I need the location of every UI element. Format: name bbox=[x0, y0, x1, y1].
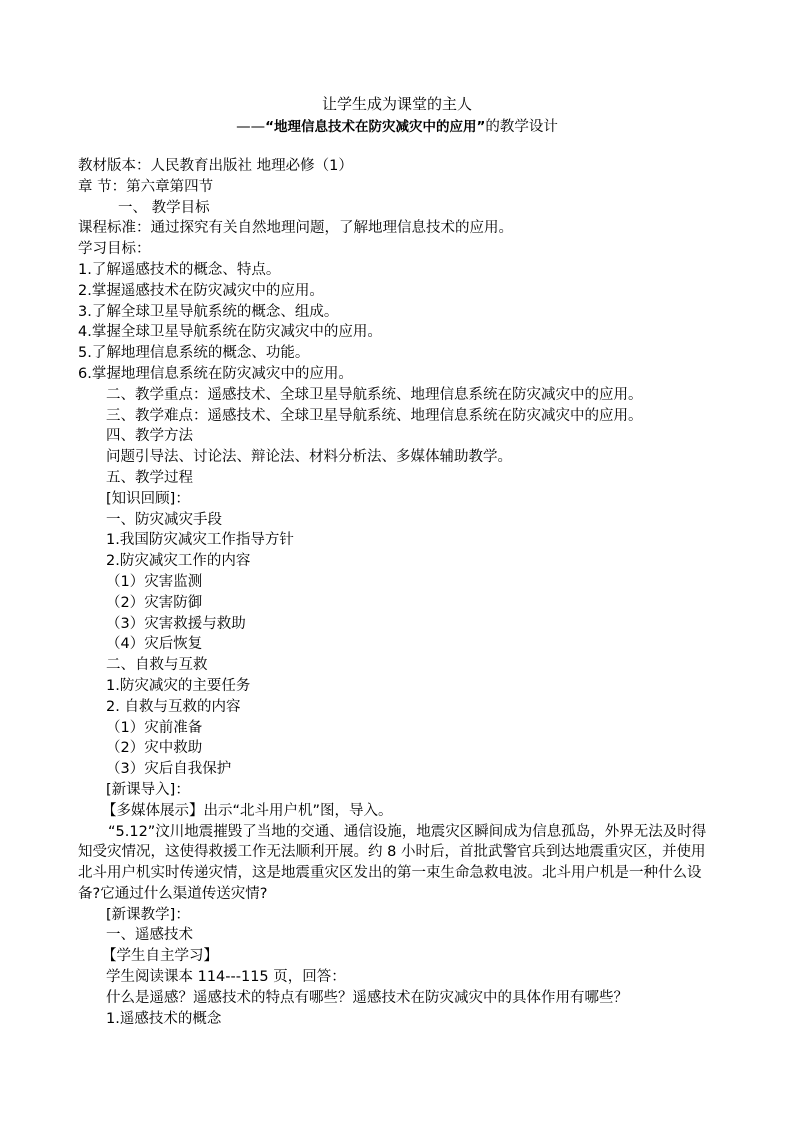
document-title: 让学生成为课堂的主人 bbox=[321, 95, 472, 113]
text-line: 1.防灾减灾的主要任务 bbox=[106, 677, 251, 694]
text-line: 1.了解遥感技术的概念、特点。 bbox=[78, 261, 281, 278]
text-line: 学习目标： bbox=[78, 241, 151, 258]
text-line: [知识回顾]： bbox=[106, 490, 190, 507]
document-body bbox=[78, 156, 738, 1029]
text-line: 教材版本：人民教育出版社 地理必修（1） bbox=[78, 158, 353, 174]
text-line: 章 节：第六章第四节 bbox=[78, 178, 214, 195]
text-line: 一、遥感技术 bbox=[106, 927, 193, 944]
text-line: 什么是遥感？遥感技术的特点有哪些？遥感技术在防灾减灾中的具体作用有哪些？ bbox=[106, 989, 628, 1006]
text-line: 5.了解地理信息系统的概念、功能。 bbox=[78, 345, 310, 362]
text-line: （3）灾后自我保护 bbox=[106, 761, 232, 778]
text-line: 4.掌握全球卫星导航系统在防灾减灾中的应用。 bbox=[78, 324, 382, 341]
subtitle-topic: “地理信息技术在防灾减灾中的应用” bbox=[265, 119, 486, 135]
subtitle-prefix: —— bbox=[236, 119, 266, 135]
text-line: 【学生自主学习】 bbox=[102, 948, 218, 965]
text-line: 课程标准：通过探究有关自然地理问题，了解地理信息技术的应用。 bbox=[78, 220, 513, 237]
text-line: （1）灾害监测 bbox=[106, 573, 203, 590]
text-line: 【多媒体展示】出示“北斗用户机”图，导入。 bbox=[102, 802, 393, 819]
text-line: 三、教学难点：遥感技术、全球卫星导航系统、地理信息系统在防灾减灾中的应用。 bbox=[106, 407, 643, 424]
text-line: 1.我国防灾减灾工作指导方针 bbox=[106, 532, 294, 549]
text-line: [新课教学]： bbox=[106, 906, 190, 923]
text-line: （1）灾前准备 bbox=[106, 719, 203, 736]
text-line: 四、教学方法 bbox=[106, 428, 193, 445]
text-line: 二、自救与互救 bbox=[106, 657, 208, 674]
text-line: [新课导入]： bbox=[106, 781, 190, 798]
text-line: 1.遥感技术的概念 bbox=[106, 1010, 222, 1027]
text-line: 6.掌握地理信息系统在防灾减灾中的应用。 bbox=[78, 365, 353, 382]
text-line: 一、防灾减灾手段 bbox=[106, 511, 222, 528]
text-line: 五、教学过程 bbox=[106, 469, 193, 486]
text-line: （4）灾后恢复 bbox=[106, 636, 203, 653]
text-line: 一、 教学目标 bbox=[118, 199, 210, 216]
subtitle-suffix: 的教学设计 bbox=[485, 119, 558, 135]
text-line: 问题引导法、讨论法、辩论法、材料分析法、多媒体辅助教学。 bbox=[106, 449, 512, 466]
text-line: （2）灾中救助 bbox=[106, 740, 203, 757]
text-line: 2.掌握遥感技术在防灾减灾中的应用。 bbox=[78, 282, 324, 299]
text-line: 2.防灾减灾工作的内容 bbox=[106, 553, 251, 570]
text-line: （3）灾害救援与救助 bbox=[106, 615, 246, 632]
text-line: （2）灾害防御 bbox=[106, 594, 203, 611]
text-line: 学生阅读课本 114---115 页，回答： bbox=[106, 969, 346, 986]
intro-paragraph: “5.12”汶川地震摧毁了当地的交通、通信设施，地震灾区瞬间成为信息孤岛，外界无法及时得知受灾情况，这使得救援工作无法顺利开展。约 8 小时后，首批武警官兵到达地震重灾区，并使用北斗用户机实时传递灾情，这是地震重灾区发出的第一束生命急救电波。北斗用户机是一种什么设备?它通过什么渠道传送灾情? bbox=[78, 823, 707, 902]
text-line: 3.了解全球卫星导航系统的概念、组成。 bbox=[78, 303, 339, 320]
body-lines-after bbox=[78, 905, 738, 1030]
text-line: 二、教学重点：遥感技术、全球卫星导航系统、地理信息系统在防灾减灾中的应用。 bbox=[106, 386, 643, 403]
document-subtitle bbox=[0, 117, 794, 137]
body-lines-before bbox=[78, 156, 738, 822]
text-line: 2. 自救与互救的内容 bbox=[106, 698, 241, 715]
